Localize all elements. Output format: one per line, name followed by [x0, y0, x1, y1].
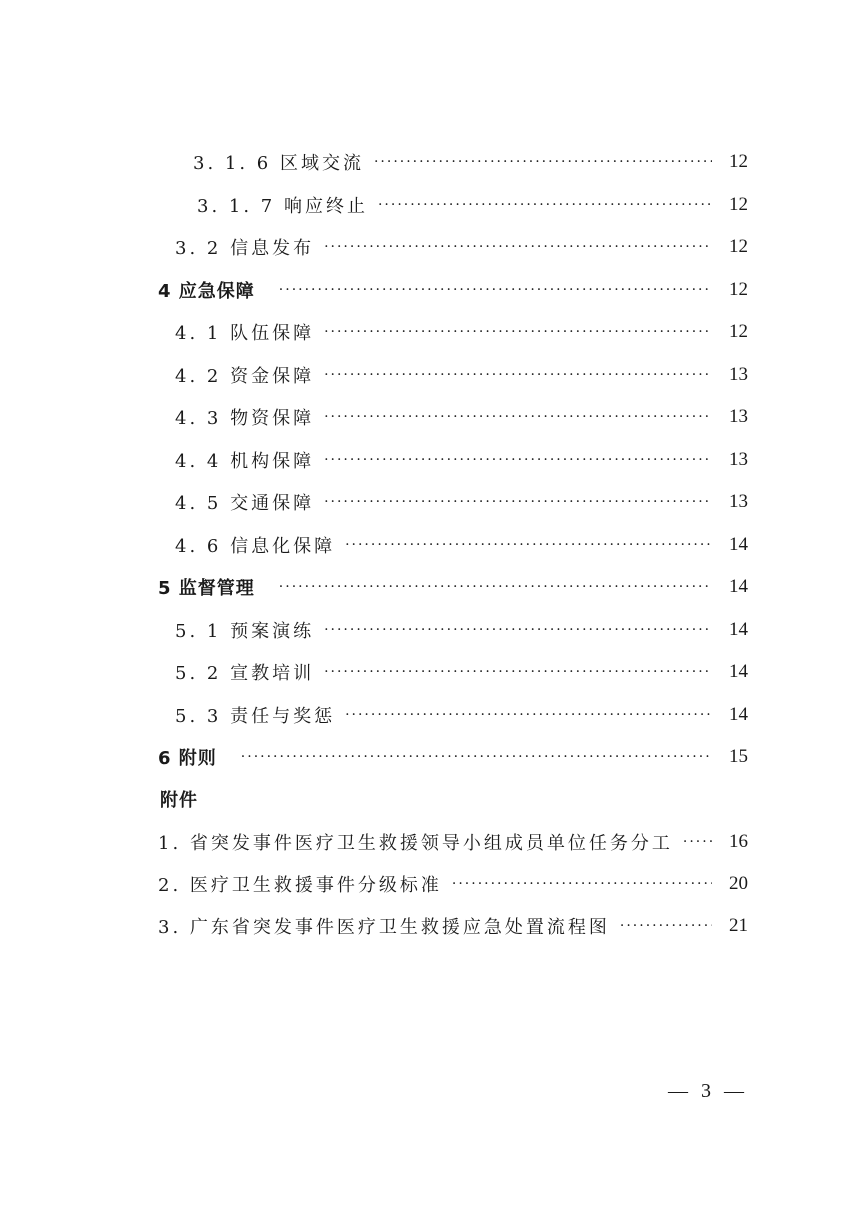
toc-dot-leader [279, 282, 712, 298]
toc-entry-title: 5. 1 预案演练 [175, 621, 315, 642]
toc-dot-leader [324, 622, 712, 638]
toc-entry-page: 12 [729, 321, 748, 342]
toc-entry-page: 12 [729, 194, 748, 215]
toc-entry-3-1-7 [197, 188, 748, 222]
toc-dot-leader [345, 707, 712, 723]
toc-entry-page: 12 [729, 236, 748, 257]
toc-entry-title: 4. 3 物资保障 [175, 408, 315, 429]
toc-entry-title: 4. 4 机构保障 [175, 451, 315, 472]
toc-entry-page: 15 [729, 746, 748, 767]
toc-entry-page: 13 [729, 449, 748, 470]
toc-entry-5-2 [175, 655, 748, 689]
toc-dot-leader [683, 834, 712, 850]
toc-entry-title: 3. 2 信息发布 [175, 238, 315, 259]
appendix-item-title: 1. 省突发事件医疗卫生救援领导小组成员单位任务分工 [158, 833, 673, 854]
toc-entry-page: 14 [729, 661, 748, 682]
toc-entry-title: 4. 2 资金保障 [175, 366, 315, 387]
toc-dot-leader [620, 918, 712, 934]
toc-entry-page: 13 [729, 491, 748, 512]
toc-dot-leader [374, 154, 712, 170]
toc-entry-page: 13 [729, 406, 748, 427]
toc-entry-title: 3. 1. 6 区域交流 [193, 153, 364, 174]
toc-entry-title: 4. 5 交通保障 [175, 493, 315, 514]
toc-entry-title: 4. 6 信息化保障 [175, 536, 336, 557]
toc-entry-title: 6 附则 [158, 748, 217, 769]
toc-entry-page: 12 [729, 279, 748, 300]
toc-dot-leader [324, 664, 712, 680]
toc-chapter-5 [158, 570, 748, 604]
toc-entry-page: 14 [729, 534, 748, 555]
toc-entry-title: 5. 2 宣教培训 [175, 663, 315, 684]
toc-entry-5-1 [175, 613, 748, 647]
appendix-item-page: 20 [729, 873, 748, 894]
toc-entry-4-3 [175, 400, 748, 434]
toc-dot-leader [324, 367, 712, 383]
toc-dot-leader [324, 239, 712, 255]
toc-entry-4-4 [175, 443, 748, 477]
toc-entry-page: 14 [729, 576, 748, 597]
toc-entry-5-3 [175, 698, 748, 732]
toc-entry-title: 5 监督管理 [158, 578, 255, 599]
toc-dot-leader [279, 579, 712, 595]
toc-entry-4-5 [175, 485, 748, 519]
toc-entry-page: 13 [729, 364, 748, 385]
toc-entry-title: 5. 3 责任与奖惩 [175, 706, 336, 727]
toc-entry-page: 14 [729, 704, 748, 725]
appendix-item-2 [158, 867, 748, 901]
appendix-item-3 [158, 909, 748, 943]
toc-dot-leader [241, 749, 712, 765]
toc-chapter-6 [158, 740, 748, 774]
toc-entry-title: 4. 1 队伍保障 [175, 323, 315, 344]
appendix-heading: 附件 [160, 790, 198, 811]
appendix-item-title: 3. 广东省突发事件医疗卫生救援应急处置流程图 [158, 917, 610, 938]
appendix-item-page: 16 [729, 831, 748, 852]
toc-entry-page: 14 [729, 619, 748, 640]
toc-chapter-4 [158, 273, 748, 307]
appendix-item-1 [158, 825, 748, 859]
toc-dot-leader [324, 324, 712, 340]
page-number: — 3 — [668, 1080, 748, 1102]
toc-dot-leader [324, 452, 712, 468]
toc-entry-title: 3. 1. 7 响应终止 [197, 196, 368, 217]
toc-entry-4-6 [175, 528, 748, 562]
toc-entry-4-1 [175, 315, 748, 349]
toc-dot-leader [345, 537, 712, 553]
toc-dot-leader [324, 409, 712, 425]
toc-entry-title: 4 应急保障 [158, 281, 255, 302]
toc-dot-leader [452, 876, 712, 892]
appendix-item-title: 2. 医疗卫生救援事件分级标准 [158, 875, 442, 896]
toc-entry-3-1-6 [193, 145, 748, 179]
appendix-item-page: 21 [729, 915, 748, 936]
toc-dot-leader [324, 494, 712, 510]
toc-dot-leader [378, 197, 712, 213]
toc-entry-3-2 [175, 230, 748, 264]
toc-entry-4-2 [175, 358, 748, 392]
toc-entry-page: 12 [729, 151, 748, 172]
